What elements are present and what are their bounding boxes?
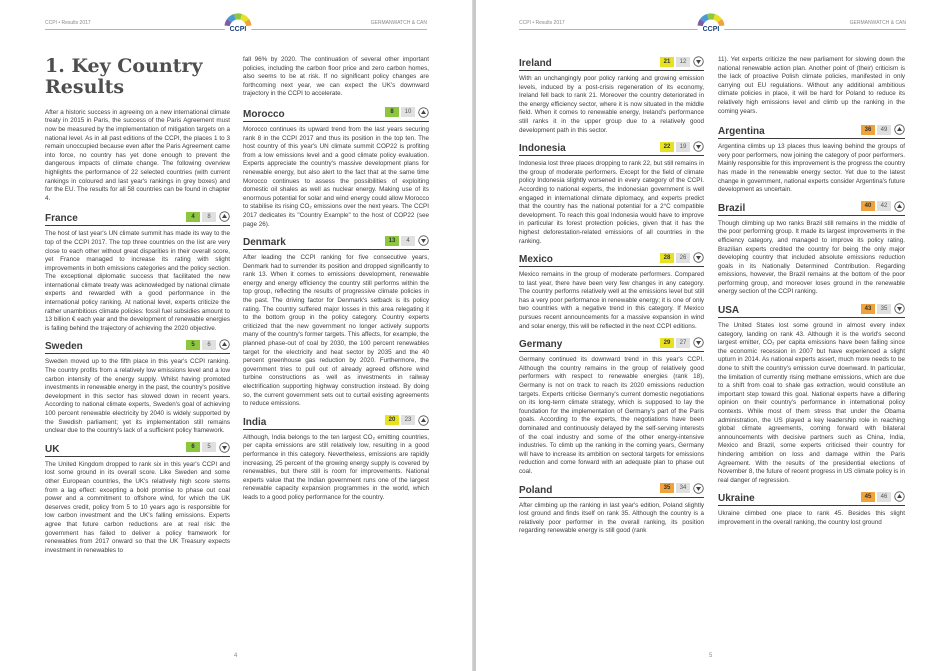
previous-rank-badge: 35 xyxy=(877,304,891,314)
country-name: Sweden xyxy=(45,341,83,353)
country-header xyxy=(243,107,429,122)
country-name: Ireland xyxy=(519,58,552,69)
current-rank-badge: 6 xyxy=(186,442,200,452)
country-name: Argentina xyxy=(718,126,765,138)
country-section-morocco xyxy=(243,107,429,229)
current-rank-badge: 29 xyxy=(660,338,674,348)
ranking-badges xyxy=(186,442,230,453)
trend-down-arrow-icon xyxy=(693,252,704,263)
right-page xyxy=(476,0,950,671)
country-name: India xyxy=(243,416,267,428)
current-rank-badge: 22 xyxy=(660,142,674,152)
current-rank-badge: 35 xyxy=(660,483,674,493)
country-header xyxy=(718,491,905,506)
current-rank-badge: 4 xyxy=(186,212,200,222)
column-lead-text: fall 96% by 2020. The continuation of several other important policies, including the carbon floor price and zero carbon homes, also seems to be at risk. If no significant policy changes are forthcoming next year, we can expect the UK's downward trajectory in the CCPI to accelerate. xyxy=(243,56,429,98)
page-title: 1. Key Country Results xyxy=(45,55,203,98)
country-name: Morocco xyxy=(243,108,285,120)
logo-text: CCPI xyxy=(702,26,720,33)
previous-rank-badge: 46 xyxy=(877,492,891,502)
country-header xyxy=(718,124,905,139)
country-header xyxy=(718,201,905,216)
current-rank-badge: 5 xyxy=(186,340,200,350)
ranking-badges xyxy=(861,201,905,212)
country-name: Denmark xyxy=(243,237,286,249)
trend-down-arrow-icon xyxy=(418,235,429,246)
right-column-2 xyxy=(718,56,905,528)
ranking-badges xyxy=(385,235,429,246)
current-rank-badge: 36 xyxy=(861,125,875,135)
country-name: Poland xyxy=(519,484,553,496)
previous-rank-badge: 42 xyxy=(877,201,891,211)
header-left: CCPI • Results 2017 xyxy=(519,20,565,26)
country-name: UK xyxy=(45,443,60,455)
previous-rank-badge: 27 xyxy=(676,338,690,348)
trend-up-arrow-icon xyxy=(894,491,905,502)
column-lead-text: 11). Yet experts criticize the new parliament for slowing down the national renewable action plan. Another point of (their) criticism is the lack of proactive Polish climate policies, manifested in only carrying out EU regulations. Without any additional ambitious climate policies in place, it will be hard for Poland to reduce its relatively high emissions level and climb up the ranking in the coming years. xyxy=(718,56,905,115)
intro-text: After a historic success in agreeing on a new international climate treaty in 2015 in Paris, the success of the Paris Agreement must now be measured by the implementation of mitigation targets on a national level. As in all past editions of the CCPI, the places 1 to 3 remain unoccupied because even after the Paris Agreement came into force, no country has yet done enough to prevent the dangerous impacts of climate change. The following overview highlights the performance of 22 selected countries (with current rankings in coloured and last year's rankings in grey boxes) and for the EU. The results for all 58 countries can be found in chapter 4. xyxy=(45,108,230,202)
country-header xyxy=(45,442,230,457)
ranking-badges xyxy=(186,211,230,222)
trend-up-arrow-icon xyxy=(894,201,905,212)
country-section-usa xyxy=(718,303,905,485)
country-text: Germany continued its downward trend in this year's CCPI. Although the country remains in the group of relatively good performers with respect to renewable energies (rank 18), Germany is not on track to reach its 2020 emissions reduction targets. Experts criticise Germany's current domestic negotiations on its long-term climate strategy, which is supposed to lay the foundation for the implementation of Germany's part of the Paris goals. According to the experts, the negotiations have been dominated and continuously delayed by the self-serving interests of the coal industry and some of the other energy-intensive industries. To climb up the ranking in the coming years, Germany will have to increase its ambition on sectoral targets for emissions reduction and come forward with an adequate plan to phase out coal. xyxy=(519,356,704,475)
country-section-ukraine xyxy=(718,491,905,527)
country-section-mexico xyxy=(519,252,704,331)
previous-rank-badge: 8 xyxy=(202,212,216,222)
country-text: Though climbing up two ranks Brazil still remains in the middle of the poor performing group. It made its largest improvements in the efficiency category, and managed to improve its policy rating. Brazilian experts credited the country for being the only major developing country that included absolute emissions reduction goals in its Nationally Determined Contribution. Regarding emissions, however, the Brazil remains at the bottom of the poor performing group, and moreover loses ground in the renewable energy section of the CCPI ranking. xyxy=(718,219,905,296)
page-number: 4 xyxy=(234,653,238,659)
country-header xyxy=(519,252,704,267)
country-text: Ukraine climbed one place to rank 45. Besides this slight improvement in the overall ranking, the country lost ground xyxy=(718,510,905,526)
previous-rank-badge: 19 xyxy=(676,142,690,152)
current-rank-badge: 8 xyxy=(385,107,399,117)
country-section-poland xyxy=(519,483,704,536)
country-section-uk xyxy=(45,442,230,556)
country-text: After leading the CCPI ranking for five consecutive years, Denmark had to surrender its position and dropped significantly to rank 13. When it comes to emissions development, renewable energy and energy efficiency the country still performs within the top group, reflecting the results of progressive climate policies in the past. The driving factor for Denmark's setback is its policy rating. The country suffered major losses in this area relegating it to the bottom group in the policy category. Country experts criticized that the new government no longer actively supports many of the country's former targets. This affects, for example, the planned phase-out of coal by 2030, the 100 percent renewables target for the electricity and heat sector by 2035 and the 40 percent greenhouse gas reduction by 2020. Furthermore, the government tries to pull out of already agreed offshore wind turbine constructions as well as investments in railway electrification supporting highway construction instead. By doing so, the current government sets out to curtail existing agreements to reduce emissions. xyxy=(243,254,429,408)
previous-rank-badge: 12 xyxy=(676,57,690,67)
country-name: Brazil xyxy=(718,202,746,214)
ccpi-logo xyxy=(696,12,726,42)
ranking-badges xyxy=(660,252,704,263)
country-section-denmark xyxy=(243,235,429,409)
right-column-1 xyxy=(519,56,704,536)
country-name: Mexico xyxy=(519,254,553,266)
previous-rank-badge: 4 xyxy=(401,236,415,246)
left-column-2 xyxy=(243,56,429,503)
country-header xyxy=(45,211,230,226)
country-text: Mexico remains in the group of moderate performers. Compared to last year, there have been very few changes in any category. The country performs relatively well at the emissions level but still has a very poor performance in renewable energy; it is one of only two countries with a negative trend in this category. If Mexico pursues recent announcements for a massive expansion in wind and solar energy, this will be reflected in the next CCPI editions. xyxy=(519,271,704,330)
ccpi-logo xyxy=(223,12,253,42)
trend-up-arrow-icon xyxy=(219,211,230,222)
country-name: Germany xyxy=(519,339,563,351)
trend-up-arrow-icon xyxy=(418,415,429,426)
country-name: France xyxy=(45,213,78,225)
ranking-badges xyxy=(861,124,905,135)
current-rank-badge: 28 xyxy=(660,253,674,263)
trend-down-arrow-icon xyxy=(219,442,230,453)
country-section-germany xyxy=(519,337,704,476)
trend-down-arrow-icon xyxy=(693,56,704,67)
trend-up-arrow-icon xyxy=(219,339,230,350)
ranking-badges xyxy=(660,56,704,67)
country-text: Sweden moved up to the fifth place in this year's CCPI ranking. The country profits from a relatively low emissions level and a low carbon intensity of the energy supply. Whilst having promoted investments in renewable energy in the past, the country's positive development in this sector has slowed down in recent years. According to national climate experts, Sweden's goal of achieving 100 percent renewable electricity by 2040 is widely supported by the Swedish parliament; yet its implementation still remains unclear due to the country's lack of a sufficient policy framework. xyxy=(45,358,230,435)
previous-rank-badge: 49 xyxy=(877,125,891,135)
country-text: With an unchangingly poor policy ranking and growing emission levels, induced by a post-crisis regeneration of its economy, Ireland fell back to rank 21. Moreover the country deteriorated in the energy efficiency sector, where it is now situated in the middle field. When it comes to renewable energy, Ireland's performance still ranks it in the upper group due to a relatively good development path in this sector. xyxy=(519,75,704,134)
country-section-france xyxy=(45,211,230,333)
country-header xyxy=(519,337,704,352)
country-section-ireland xyxy=(519,56,704,135)
ranking-badges xyxy=(385,415,429,426)
current-rank-badge: 21 xyxy=(660,57,674,67)
country-text: The host of last year's UN climate summit has made its way to the top of the CCPI 2017. The top three countries on the list are very close to each other without great disparities in their overall score, yet France managed to increase its rating with slight improvements in both emissions categories and the policy section. The exceptional diplomatic success that facilitated the new international climate treaty was acknowledged by national climate experts and rewarded with a good performance in the international policy ranking. At national level, experts criticize the rather unambitious climate policies: fossil fuel subsidies amount to 13 billion € each year and the development of renewable energies is falling behind the trajectory of achieving the 2020 objective. xyxy=(45,230,230,332)
previous-rank-badge: 5 xyxy=(202,442,216,452)
ranking-badges xyxy=(660,141,704,152)
trend-up-arrow-icon xyxy=(894,124,905,135)
country-section-argentina xyxy=(718,124,905,195)
country-text: Argentina climbs up 13 places thus leaving behind the groups of very poor performers, now joining the category of poor performers. Mainly responsible for this improvement is the progress the country has made in the renewable energy sector. Yet due to the latest change in government, national experts consider Argentina's future development as uncertain. xyxy=(718,143,905,194)
trend-up-arrow-icon xyxy=(418,107,429,118)
trend-down-arrow-icon xyxy=(693,337,704,348)
country-section-sweden xyxy=(45,339,230,435)
country-section-brazil xyxy=(718,201,905,297)
country-section-india xyxy=(243,415,429,503)
ranking-badges xyxy=(660,337,704,348)
previous-rank-badge: 23 xyxy=(401,415,415,425)
logo-text: CCPI xyxy=(229,26,247,33)
previous-rank-badge: 10 xyxy=(401,107,415,117)
current-rank-badge: 20 xyxy=(385,415,399,425)
page-number: 5 xyxy=(709,653,713,659)
country-text: Morocco continues its upward trend from the last years securing rank 8 in the CCPI 2017 and thus its position in the top ten. The host country of this year's UN climate summit COP22 is profiting from a low emissions level and a good climate policy evaluation. Experts appreciate the country's massive development plans for renewable energy, but also alert to the fact that at the same time Morocco continues to assess the possibilities of exploiting domestic oil shales as well as nuclear energy. Making use of its enormous potential for solar and wind energy could allow Morocco to stabilise its rising CO₂ emissions over the next years. The CCPI 2017 dedicates its "Country Example" to the host of COP22 (see page 26). xyxy=(243,125,429,228)
header-left: CCPI • Results 2017 xyxy=(45,20,91,26)
current-rank-badge: 40 xyxy=(861,201,875,211)
left-page xyxy=(0,0,473,671)
trend-down-arrow-icon xyxy=(693,141,704,152)
trend-down-arrow-icon xyxy=(894,303,905,314)
previous-rank-badge: 34 xyxy=(676,483,690,493)
country-text: The United States lost some ground in almost every index category, landing on rank 43. Although it is the world's second largest emitter, CO₂ per capita emissions have been falling since the economic recession in 2007 but have experienced a slight upturn in 2014. As national experts assert, much more needs to be done to shift the country's emission curve downward. In particular, the limitation of currently rising methane emissions, which are due to a shift from coal to shale gas extraction, would constitute an important step toward this goal. National experts have a differing opinion on their country's performance in international policy contexts. While most of them stress that under the Obama administration, the US played a key leadership role in reaching global climate agreements, coming forward with bilateral announcements with decisive partners such as China, India, Mexico and Brazil, some experts criticised their country for hindering ambition on loss and damage within the Paris Agreement. With the results of the presidential elections of November 8, the future of recent progress in US climate policy is in real danger of regression. xyxy=(718,322,905,484)
country-text: The United Kingdom dropped to rank six in this year's CCPI and lost some ground in its overall score. Like Sweden and some other European countries, the UK's relatively high score stems from a lag effect: excepting a bold promise to phase out coal power and a commitment to offshore wind, for which the UK deserves credit, policy from 5 to 10 years ago is responsible for low carbon investment and the UK's falling emissions. Experts agree that future carbon reductions are at real risk: the government has failed to deliver a policy framework for renewables from 2017 onward so that the UK Treasury expects investment in renewables to xyxy=(45,460,230,554)
country-header xyxy=(519,56,704,71)
trend-down-arrow-icon xyxy=(693,483,704,494)
country-section-indonesia xyxy=(519,141,704,246)
country-header xyxy=(519,483,704,498)
left-column-1 xyxy=(45,56,230,555)
current-rank-badge: 13 xyxy=(385,236,399,246)
country-name: Ukraine xyxy=(718,493,755,505)
ranking-badges xyxy=(186,339,230,350)
current-rank-badge: 43 xyxy=(861,304,875,314)
country-text: After climbing up the ranking in last year's edition, Poland slightly lost ground and finds itself on rank 35. Although the country is a relatively poor performer in the overall ranking, its position regarding renewable energy is still good (rank xyxy=(519,501,704,535)
country-text: Although, India belongs to the ten largest CO₂ emitting countries, per capita emissions are still relatively low, resulting in a good performance in this category. Nevertheless, emissions are rapidly increasing, 25 percent of the growing energy supply is covered by renewables, but there still is room for improvements. National experts value that the Indian government runs one of the largest renewable capacity expansion programmes in the world, which leads to a good policy performance for the country. xyxy=(243,433,429,501)
ranking-badges xyxy=(861,491,905,502)
header-right: GERMANWATCH & CAN xyxy=(370,20,427,26)
current-rank-badge: 45 xyxy=(861,492,875,502)
country-header xyxy=(45,339,230,354)
header-right: GERMANWATCH & CAN xyxy=(849,20,906,26)
country-header xyxy=(519,141,704,156)
country-name: USA xyxy=(718,305,740,317)
country-header xyxy=(243,235,429,250)
country-header xyxy=(243,415,429,430)
country-text: Indonesia lost three places dropping to rank 22, but still remains in the group of moderate performers. Except for the field of climate policy Indonesia slightly worsened in every category of the CCPI. According to national experts, the Indonesian government is well engaged in international climate diplomacy, and experts predict that the country has the national potential for a 2°C compatible development. To reach this goal Indonesia would have to improve in particular its forest protection policies, given that it has the highest deforestation-related emissions of all countries in the ranking. xyxy=(519,160,704,245)
country-name: Indonesia xyxy=(519,143,566,155)
ranking-badges xyxy=(385,107,429,118)
previous-rank-badge: 26 xyxy=(676,253,690,263)
ranking-badges xyxy=(660,483,704,494)
country-header xyxy=(718,303,905,318)
ranking-badges xyxy=(861,303,905,314)
previous-rank-badge: 6 xyxy=(202,340,216,350)
